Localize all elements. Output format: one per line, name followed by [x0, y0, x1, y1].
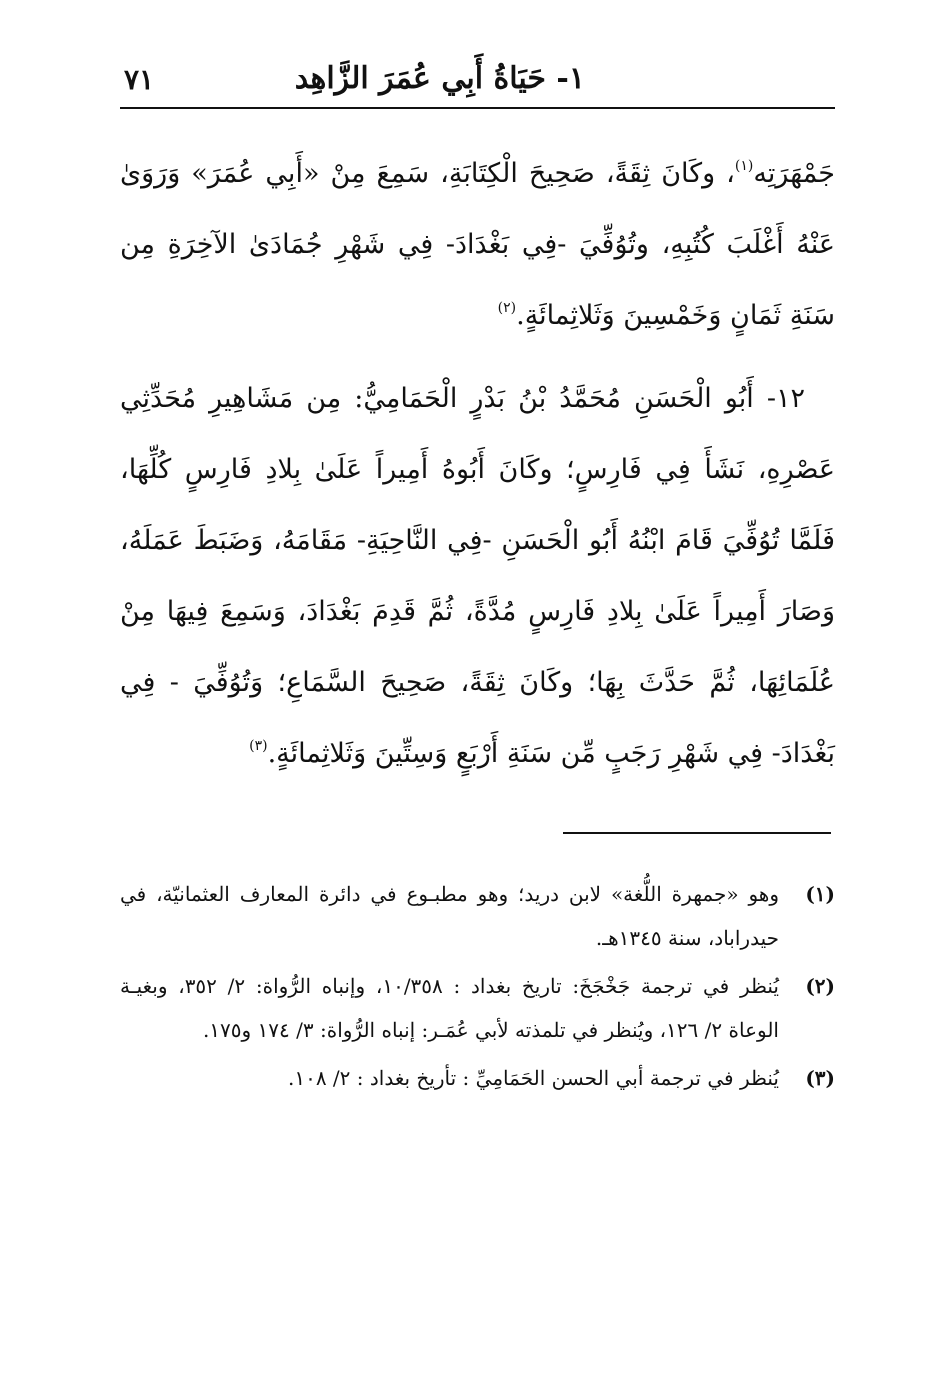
footnotes	[120, 872, 835, 1104]
main-text	[120, 138, 835, 789]
header-divider	[120, 107, 835, 109]
footnote-ref-1[interactable]: (١)	[734, 158, 754, 174]
footnote-number: (٣)	[805, 1066, 835, 1090]
paragraph-text: ١٢- أَبُو الْحَسَنِ مُحَمَّدُ بْنُ بَدْرٍ الْحَمَامِيُّ: مِن مَشَاهِيرِ مُحَدِّثِي عَصْرِهِ، نَشَأَ فِي فَارِسٍ؛ وكَانَ أَبُوهُ أَمِيراً عَلَىٰ بِلادِ فَارِسٍ كُلِّهَا، فَلَمَّا تُوُفِّيَ قَامَ ابْنُهُ أَبُو الْحَسَنِ -فِي النَّاحِيَةِ- مَقَامَهُ، وَضَبَطَ عَمَلَهُ، وَصَارَ أَمِيراً عَلَىٰ بِلادِ فَارِسٍ مُدَّةً، ثُمَّ قَدِمَ بَغْدَادَ، وَسَمِعَ فِيهَا مِنْ عُلَمَائِهَا، ثُمَّ حَدَّثَ بِهَا؛ وكَانَ ثِقَةً، صَحِيحَ السَّمَاعِ؛ وَتُوُفِّيَ - فِي بَغْدَادَ- فِي شَهْرِ رَجَبٍ مِّن سَنَةِ أَرْبَعٍ وَسِتِّينَ وَثَلاثِمائَةٍ.	[120, 383, 835, 769]
footnote-1	[120, 872, 835, 960]
footnote-2	[120, 964, 835, 1052]
paragraph-2	[120, 363, 835, 789]
footnote-3	[120, 1056, 835, 1100]
footnote-number: (١)	[805, 882, 835, 906]
paragraph-text: جَمْهَرَتِه	[753, 158, 835, 189]
footnote-text: وهو «جمهرة اللُّغة» لابن دريد؛ وهو مطبـوع في دائرة المعارف العثمانيّة، في حيدراباد، سنة ١٣٤٥هـ.	[120, 882, 779, 950]
paragraph-1	[120, 138, 835, 351]
page-number: ٧١	[124, 63, 155, 96]
footnote-ref-2[interactable]: (٢)	[497, 300, 517, 316]
paragraph-text: ، وكَانَ ثِقَةً، صَحِيحَ الْكِتَابَةِ، سَمِعَ مِنْ «أَبِي عُمَرَ» وَرَوَىٰ عَنْهُ أَغْلَبَ كُتُبِهِ، وتُوُفِّيَ -فِي بَغْدَادَ- فِي شَهْرِ جُمَادَىٰ الآخِرَةِ مِن سَنَةِ ثَمَانٍ وَخَمْسِينَ وَثَلاثِمائَةٍ.	[120, 158, 835, 331]
footnote-text: يُنظر في ترجمة أبي الحسن الحَمَامِيِّ : تأريخ بغداد : ٢/ ١٠٨.	[287, 1066, 779, 1090]
footnote-text: يُنظر في ترجمة جَخْجَخَ: تاريخ بغداد : ١٠/٣٥٨، وإنباه الرُّواة: ٢/ ٣٥٢، وبغيـة الوعاة ٢/ ١٢٦، ويُنظر في تلمذته لأبي عُمَـر: إنباه الرُّواة: ٣/ ١٧٤ و١٧٥.	[120, 974, 779, 1042]
footnote-divider	[563, 832, 831, 834]
footnote-number: (٢)	[805, 974, 835, 998]
running-header	[120, 55, 835, 107]
footnote-ref-3[interactable]: (٣)	[249, 738, 268, 754]
header-title: ١- حَيَاةُ أَبِي عُمَرَ الزَّاهِد	[294, 61, 585, 96]
